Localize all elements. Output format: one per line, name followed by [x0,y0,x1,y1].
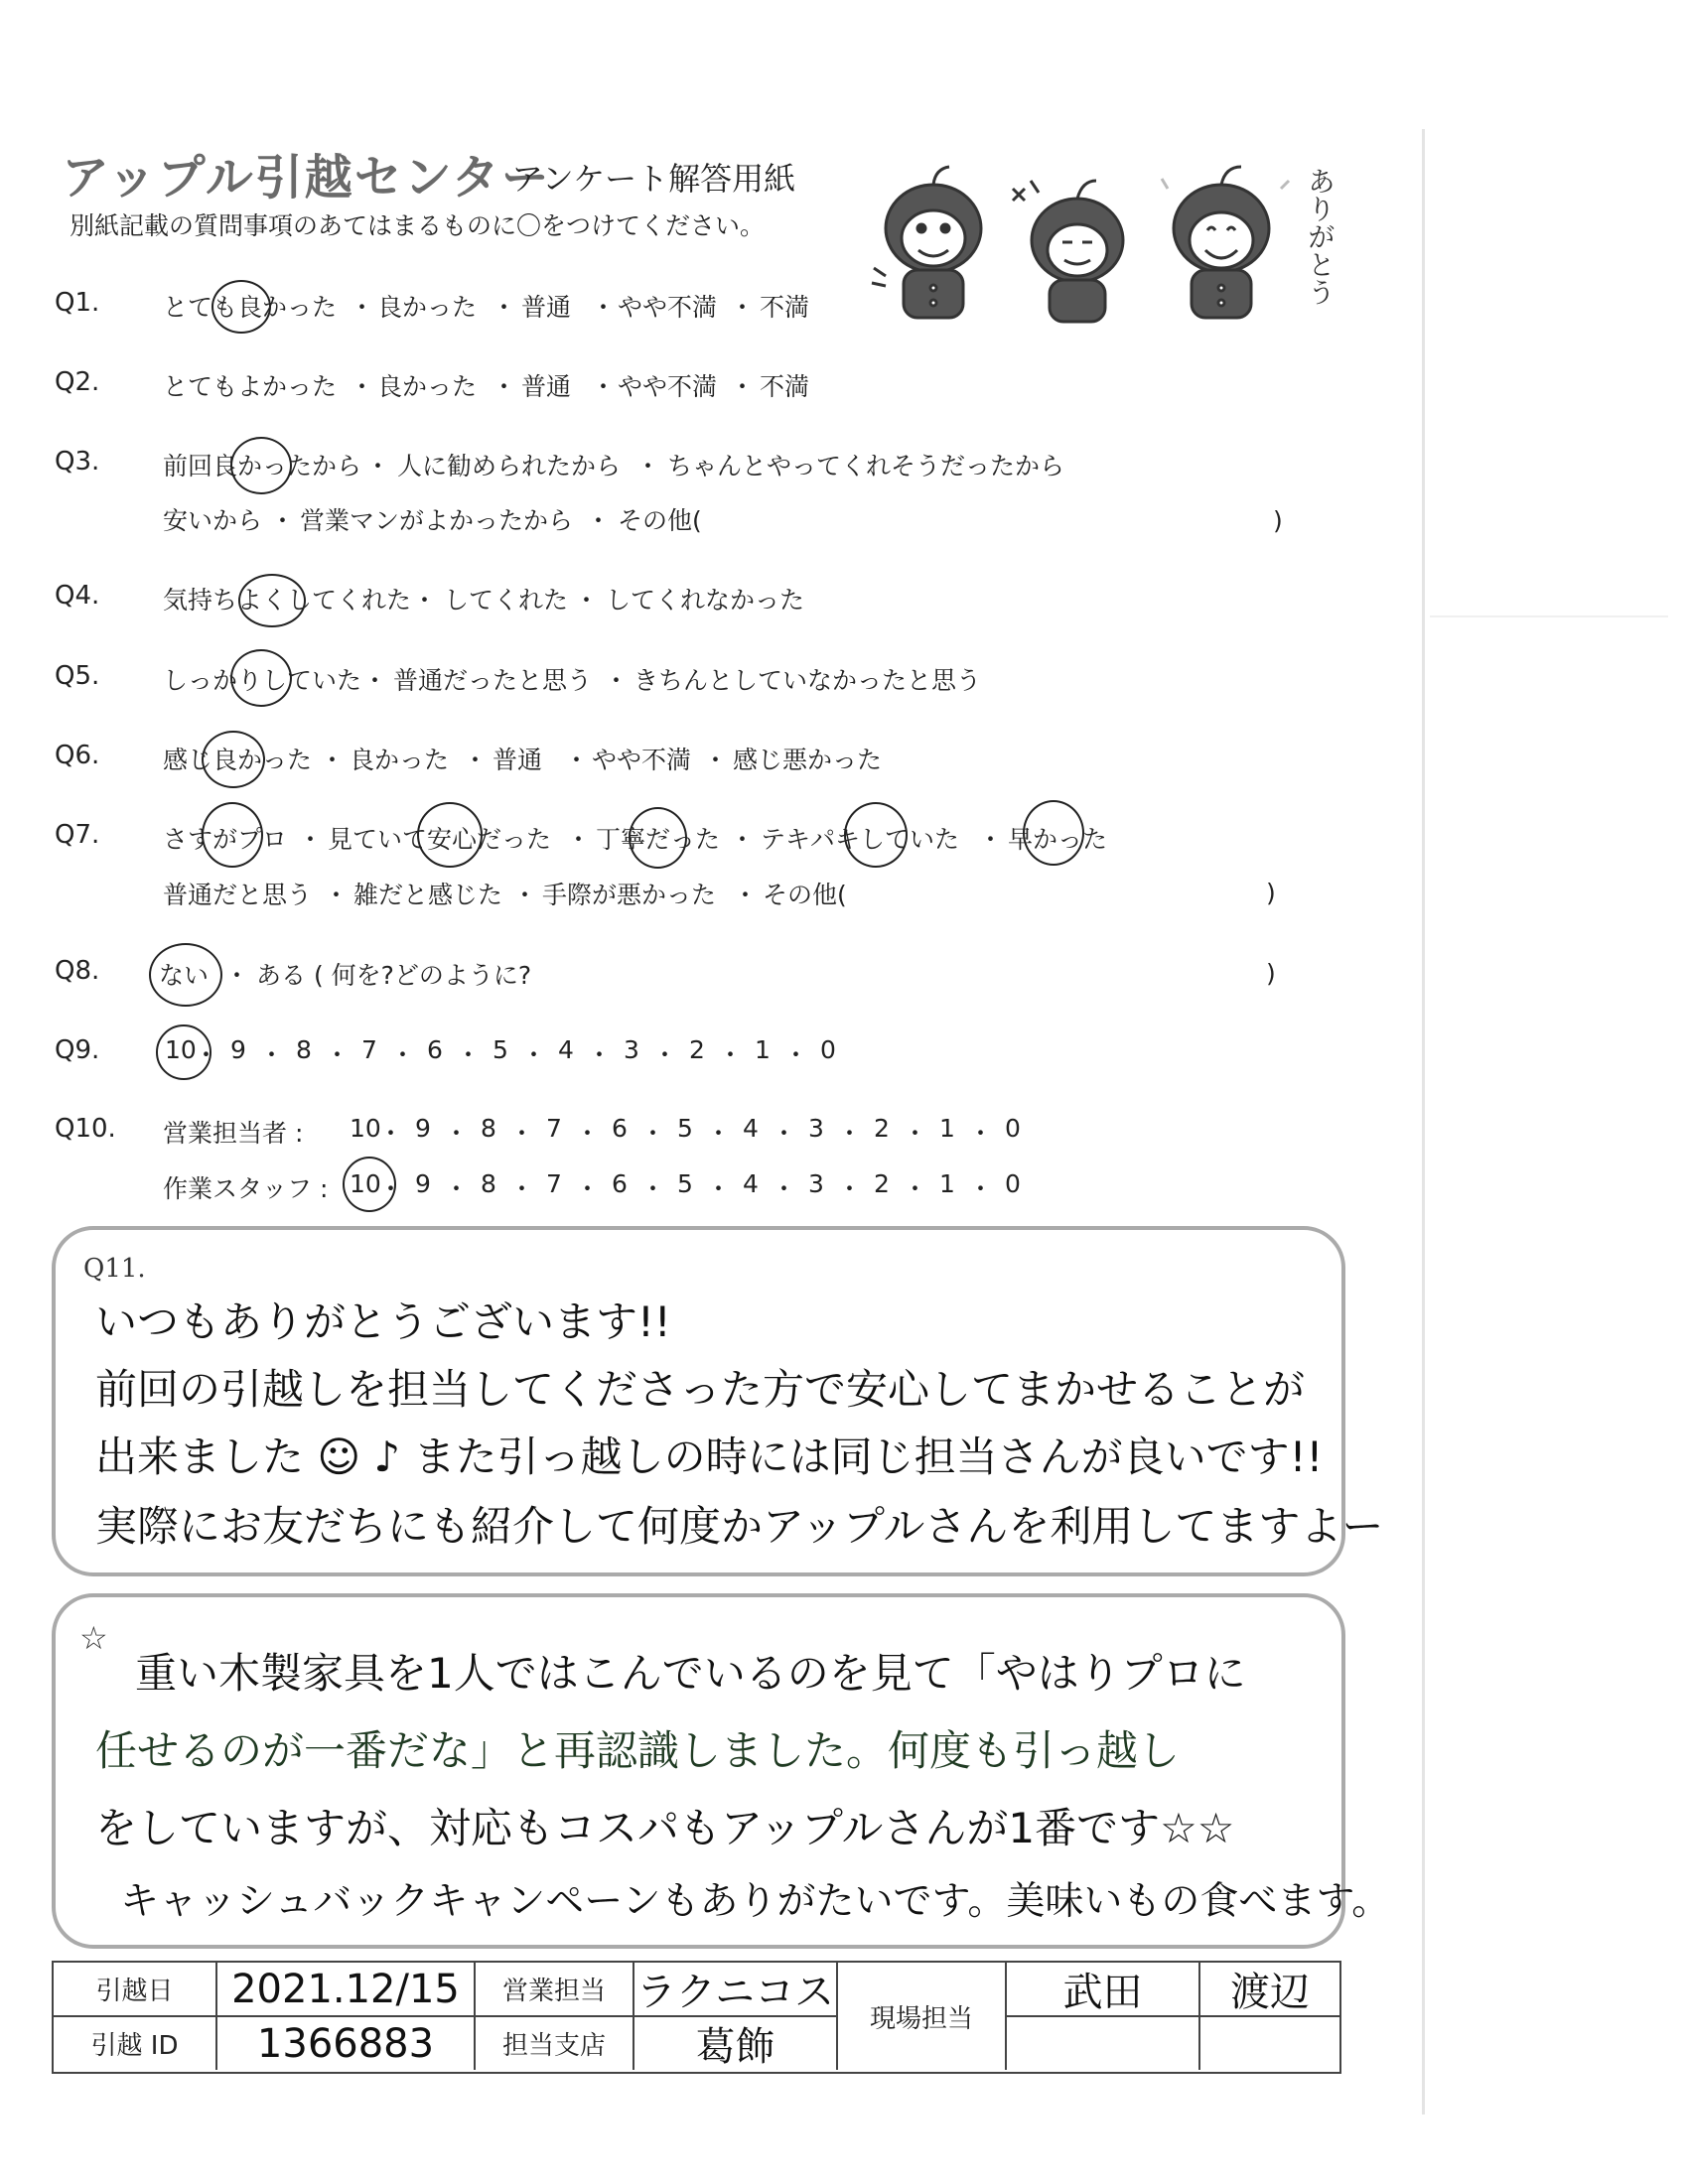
separator-dot: ・ [378,1119,404,1148]
star-line: をしていますが、対応もコスパもアップルさんが1番です☆☆ [95,1804,1235,1852]
separator-dot: ・ [640,1119,666,1148]
answer-circle [1023,800,1084,866]
q7-option[interactable]: 雑だと感じた [353,881,503,909]
score-option[interactable]: 5 [492,1035,508,1064]
q2-label: Q2. [55,367,100,397]
separator-dot: ・ [444,1119,470,1148]
q11-label: Q11. [83,1254,146,1284]
q2-option[interactable]: とてもよかった [163,372,338,401]
mascot-left [872,167,981,318]
separator-dot: ・ [444,1174,470,1203]
thanks-handwriting: ありがとう [1304,167,1336,306]
score-option[interactable]: 10 [165,1035,197,1064]
move-id-value: 1366883 [217,2017,476,2070]
score-option[interactable]: 3 [808,1169,824,1198]
answer-circle [202,731,265,788]
site-staff-blank [1007,2017,1200,2070]
answer-circle [238,574,306,627]
score-option[interactable]: 9 [415,1114,431,1143]
separator-dot: ・ [509,1119,535,1148]
separator-dot: ・ [903,1174,928,1203]
score-option[interactable]: 6 [612,1169,628,1198]
q5-option[interactable]: きちんとしていなかったと思う [633,666,982,695]
q1-label: Q1. [55,288,100,318]
q10-staff-label: 作業スタッフ : [163,1174,329,1203]
answer-circle [844,802,908,868]
answer-circle [211,280,271,334]
q3-option[interactable]: 安いから [163,506,263,535]
separator-dot: ・ [706,1119,732,1148]
score-option[interactable]: 5 [677,1114,693,1143]
score-option[interactable]: 8 [481,1169,496,1198]
q1-option[interactable]: やや不満 [618,293,718,322]
star-line: 任せるのが一番だな」と再認識しました。何度も引っ越し [95,1726,1181,1775]
answer-circle [202,802,263,868]
survey-sheet: アップル引越センター アンケート解答用紙 別紙記載の質問事項のあてはまるものに〇をつけてください。 ありがとう Q1. とても良かった ・ 良かった ・ 普通 ・ やや不満 ・ 不満 Q2. とてもよかった ・ 良かった ・ 普通 ・ やや不満 ・ 不満 Q3. 前回良かったから ・ 人に勧められたから ・ ちゃんとやってくれそうだったから 安いから ・ 営業マンがよかったから ・ その他( ) Q4. 気持ちよくしてくれた ・ してくれた ・ してくれなかった Q5. しっかりしていた ・ 普通だったと思う ・ きちんとしていなかったと思う Q6. 感じ良かった ・ 良かった ・ 普通 ・ やや不満 ・ 感じ悪かった Q7. さすがプロ ・ 見ていて安心だった ・ 丁寧だった ・ テキパキしていた ・ 早かった 普通だと思う ・ 雑だと感じた ・ 手際が悪かった ・ その他( ) Q8. ない ・ ある ( 何を?どのように? ) Q9. Q10. 営業担当者 : 作業スタッフ : Q11. いつもありがとうございます!! 前回の引越しを担当してくださった方で安心してまかせることが 出来ました ☺ ♪ また引っ越しの時には同じ担当さんが良いです!! 実際にお友だちにも紹介して何度かアップルさんを利用してますよー ☆ 重い木製家具を1人ではこんでいるのを見て「やはりプロに 任せるのが一番だな」と再認識しました。何度も引っ越し をしていますが、対応もコスパもアップルさんが1番です☆☆ キャッシュバックキャンペーンもありがたいです。美味いもの食べます。 引越日 2021.12/15 営業担当 ラクニコス 現場担当 武田 渡辺 引越 ID 1366883 担当支店 葛飾 10 ・ 9 ・ 8 ・ 7 ・ 6 ・ 5 ・ 4 ・ 3 ・ 2 ・ 1 ・ 0 10 ・ 9 ・ 8 ・ 7 ・ 6 ・ 5 ・ 4 ・ 3 ・ 2 ・ 1 ・ 0 10 ・ 9 ・ 8 ・ 7 ・ 6 ・ 5 ・ 4 ・ 3 ・ 2 ・ 1 ・ 0 [0,0,1688,2184]
q4-label: Q4. [55,581,100,611]
q3-option[interactable]: 人に勧められたから [397,452,622,480]
brand-logo: アップル引越センター [62,150,551,205]
sales-label: 営業担当 [476,1963,634,2017]
score-option[interactable]: 0 [1005,1114,1021,1143]
separator-dot: ・ [903,1119,928,1148]
score-option[interactable]: 8 [481,1114,496,1143]
separator-dot: ・ [259,1040,285,1069]
q3-option[interactable]: 前回良かったから [163,452,362,480]
score-option[interactable]: 10 [350,1169,381,1198]
answer-circle [629,807,687,869]
q7-option[interactable]: 早かった [1008,825,1108,854]
q7-label: Q7. [55,820,100,850]
score-option[interactable]: 7 [546,1114,562,1143]
q6-option[interactable]: 良かった [350,746,450,774]
instruction-text: 別紙記載の質問事項のあてはまるものに〇をつけてください。 [70,211,766,240]
score-option[interactable]: 2 [874,1114,890,1143]
q6-option[interactable]: やや不満 [592,746,692,774]
star-icon: ☆ [79,1619,108,1657]
q3-option[interactable]: ちゃんとやってくれそうだったから [667,452,1065,480]
q7-option[interactable]: 手際が悪かった [542,881,717,909]
score-option[interactable]: 0 [1005,1169,1021,1198]
separator-dot: ・ [640,1174,666,1203]
separator-dot: ・ [575,1174,601,1203]
answer-circle [149,943,222,1007]
q7-option[interactable]: 見ていて安心だった [328,825,552,854]
page-edge-mark [1430,615,1668,617]
score-option[interactable]: 6 [427,1035,443,1064]
score-option[interactable]: 4 [558,1035,574,1064]
score-option[interactable]: 1 [939,1114,955,1143]
q1-option[interactable]: 不満 [760,293,810,322]
separator-dot: ・ [968,1174,994,1203]
mascot-middle [1013,181,1123,322]
sales-value: ラクニコス [634,1963,838,2017]
q7-option[interactable]: さすがプロ [163,825,288,854]
score-option[interactable]: 7 [361,1035,377,1064]
score-option[interactable]: 6 [612,1114,628,1143]
separator-dot: ・ [509,1174,535,1203]
q8-label: Q8. [55,956,100,986]
q11-line: 実際にお友だちにも紹介して何度かアップルさんを利用してますよー [95,1502,1384,1551]
separator-dot: ・ [706,1174,732,1203]
score-option[interactable]: 5 [677,1169,693,1198]
q11-line: 前回の引越しを担当してくださった方で安心してまかせることが [95,1365,1306,1414]
separator-dot: ・ [652,1040,678,1069]
q11-comment-box [52,1226,1384,1576]
q4-option[interactable]: してくれなかった [606,586,805,614]
q10-label: Q10. [55,1114,116,1144]
staff-comment-box [52,1593,1391,1949]
score-option[interactable]: 10 [350,1114,381,1143]
separator-dot: ・ [325,1040,351,1069]
branch-value: 葛飾 [634,2017,838,2070]
q7-option[interactable]: その他( [763,881,847,909]
answer-circle [417,802,483,868]
q3-option[interactable]: その他( [618,506,702,535]
separator-dot: ・ [456,1040,482,1069]
q1-option[interactable]: 良かった [377,293,478,322]
page-edge [1422,129,1425,2115]
q6-option[interactable]: 感じ良かった [163,746,313,774]
q8-option[interactable]: ない [159,961,210,990]
q11-line: 出来ました ☺ ♪ また引っ越しの時には同じ担当さんが良いです!! [95,1433,1324,1481]
score-option[interactable]: 9 [415,1169,431,1198]
separator-dot: ・ [575,1119,601,1148]
score-option[interactable]: 9 [230,1035,246,1064]
score-option[interactable]: 3 [808,1114,824,1143]
branch-label: 担当支店 [476,2017,634,2070]
footer-table [52,1961,1341,2074]
score-option[interactable]: 4 [743,1114,759,1143]
score-option[interactable]: 8 [296,1035,312,1064]
form-title: アンケート解答用紙 [511,160,796,198]
q9-label: Q9. [55,1035,100,1065]
q2-option[interactable]: 不満 [760,372,810,401]
q1-option[interactable]: 普通 [521,293,572,322]
q6-option[interactable]: 普通 [492,746,543,774]
q2-option[interactable]: やや不満 [618,372,718,401]
q11-line: いつもありがとうございます!! [95,1297,671,1346]
separator-dot: ・ [378,1174,404,1203]
mascot-illustration [864,159,1331,328]
answer-circle [230,437,292,494]
q4-option[interactable]: 気持ちよくしてくれた [163,586,412,614]
separator-dot: ・ [968,1119,994,1148]
score-option[interactable]: 1 [755,1035,771,1064]
separator-dot: ・ [521,1040,547,1069]
score-option[interactable]: 3 [624,1035,639,1064]
move-id-label: 引越 ID [54,2017,217,2070]
separator-dot: ・ [837,1174,863,1203]
site-staff-blank [1200,2017,1339,2070]
q3-label: Q3. [55,447,100,477]
star-line: 重い木製家具を1人ではこんでいるのを見て「やはりプロに [135,1649,1246,1698]
q7-option[interactable]: テキパキしていた [761,825,960,854]
score-option[interactable]: 0 [820,1035,836,1064]
q7-option[interactable]: 普通だと思う [163,881,313,909]
q7-option[interactable]: 丁寧だった [596,825,721,854]
separator-dot: ・ [772,1119,797,1148]
move-date-value: 2021.12/15 [217,1963,476,2017]
q4-option[interactable]: してくれた [444,586,569,614]
q3-option[interactable]: 営業マンがよかったから [300,506,574,535]
separator-dot: ・ [587,1040,613,1069]
q5-label: Q5. [55,661,100,691]
q5-option[interactable]: しっかりしていた [163,666,362,695]
site-staff-label: 現場担当 [838,1963,1007,2070]
q10-sales-label: 営業担当者 : [163,1119,304,1148]
star-line: キャッシュバックキャンペーンもありがたいです。美味いもの食べます。 [120,1879,1391,1924]
q2-option[interactable]: 良かった [377,372,478,401]
q6-label: Q6. [55,741,100,770]
q6-option[interactable]: 感じ悪かった [733,746,883,774]
q8-option[interactable]: ある ( 何を?どのように? [256,961,532,990]
mascot-right [1162,167,1289,318]
score-option[interactable]: 2 [689,1035,705,1064]
separator-dot: ・ [718,1040,744,1069]
q5-option[interactable]: 普通だったと思う [393,666,593,695]
separator-dot: ・ [194,1040,219,1069]
score-option[interactable]: 4 [743,1169,759,1198]
q1-option[interactable]: とても良かった [163,293,338,322]
separator-dot: ・ [772,1174,797,1203]
separator-dot: ・ [783,1040,809,1069]
q2-option[interactable]: 普通 [521,372,572,401]
move-date-label: 引越日 [54,1963,217,2017]
score-option[interactable]: 1 [939,1169,955,1198]
site-staff-2: 渡辺 [1200,1963,1339,2017]
separator-dot: ・ [837,1119,863,1148]
separator-dot: ・ [390,1040,416,1069]
site-staff-1: 武田 [1007,1963,1200,2017]
score-option[interactable]: 7 [546,1169,562,1198]
answer-circle [230,649,292,707]
score-option[interactable]: 2 [874,1169,890,1198]
